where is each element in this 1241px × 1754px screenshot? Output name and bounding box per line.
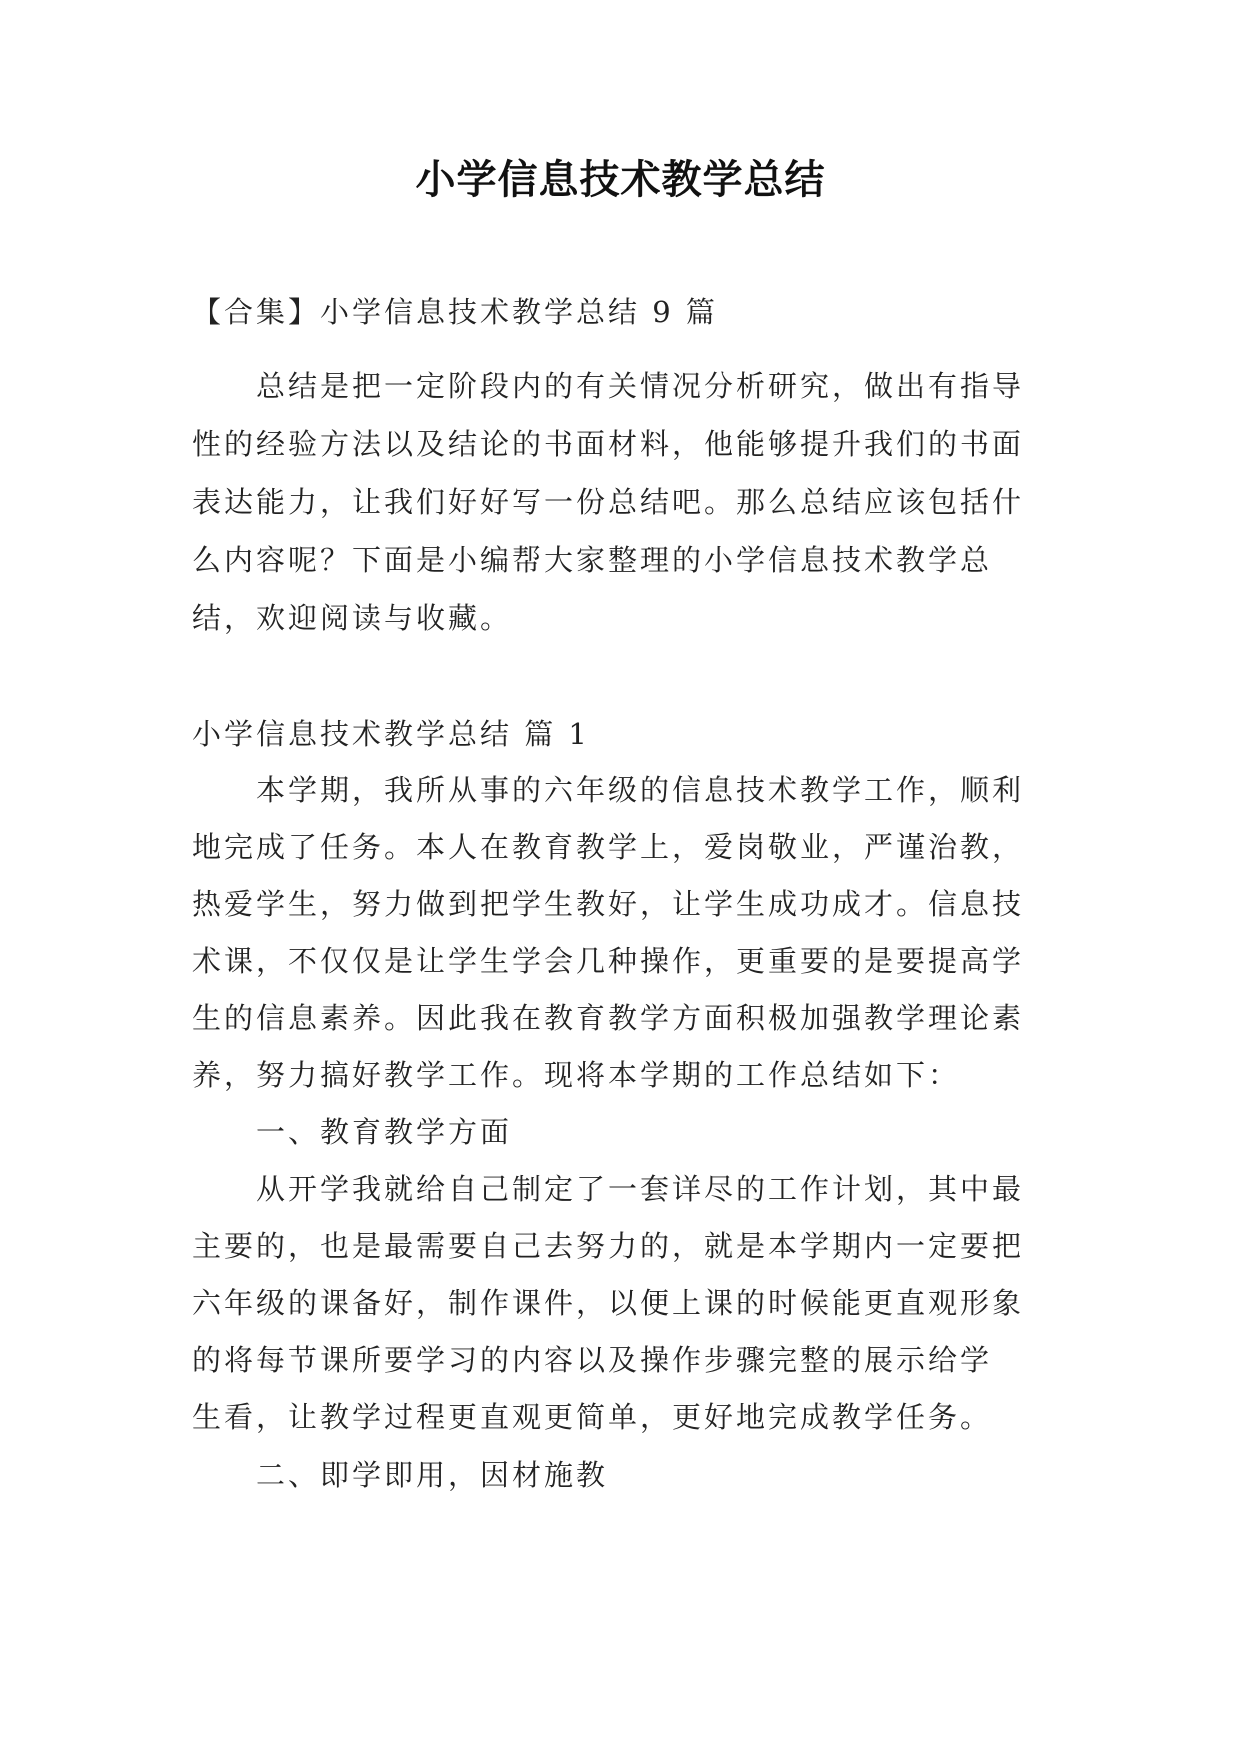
paragraph-line: 本学期，我所从事的六年级的信息技术教学工作，顺利 xyxy=(256,773,1025,807)
intro-line: 总结是把一定阶段内的有关情况分析研究，做出有指导 xyxy=(256,369,1025,403)
paragraph-line: 养，努力搞好教学工作。现将本学期的工作总结如下： xyxy=(192,1058,961,1092)
intro-line: 结，欢迎阅读与收藏。 xyxy=(192,601,513,635)
paragraph-line: 生的信息素养。因此我在教育教学方面积极加强教学理论素 xyxy=(192,1001,1025,1035)
intro-line: 么内容呢？下面是小编帮大家整理的小学信息技术教学总 xyxy=(192,543,993,577)
paragraph-line: 从开学我就给自己制定了一套详尽的工作计划，其中最 xyxy=(256,1172,1025,1206)
section-heading: 小学信息技术教学总结 篇 1 xyxy=(192,717,590,751)
subheading: 一、教育教学方面 xyxy=(256,1115,513,1149)
paragraph-line: 的将每节课所要学习的内容以及操作步骤完整的展示给学 xyxy=(192,1343,993,1377)
paragraph-line: 主要的，也是最需要自己去努力的，就是本学期内一定要把 xyxy=(192,1229,1025,1263)
intro-line: 表达能力，让我们好好写一份总结吧。那么总结应该包括什 xyxy=(192,485,1025,519)
subheading: 二、即学即用，因材施教 xyxy=(256,1458,609,1492)
paragraph-line: 六年级的课备好，制作课件，以便上课的时候能更直观形象 xyxy=(192,1286,1025,1320)
document-title: 小学信息技术教学总结 xyxy=(415,157,826,203)
paragraph-line: 术课，不仅仅是让学生学会几种操作，更重要的是要提高学 xyxy=(192,944,1025,978)
paragraph-line: 热爱学生，努力做到把学生教好，让学生成功成才。信息技 xyxy=(192,887,1025,921)
paragraph-line: 生看，让教学过程更直观更简单，更好地完成教学任务。 xyxy=(192,1400,993,1434)
collection-heading: 【合集】小学信息技术教学总结 9 篇 xyxy=(192,295,718,329)
intro-line: 性的经验方法以及结论的书面材料，他能够提升我们的书面 xyxy=(192,427,1025,461)
paragraph-line: 地完成了任务。本人在教育教学上，爱岗敬业，严谨治教， xyxy=(192,830,1025,864)
